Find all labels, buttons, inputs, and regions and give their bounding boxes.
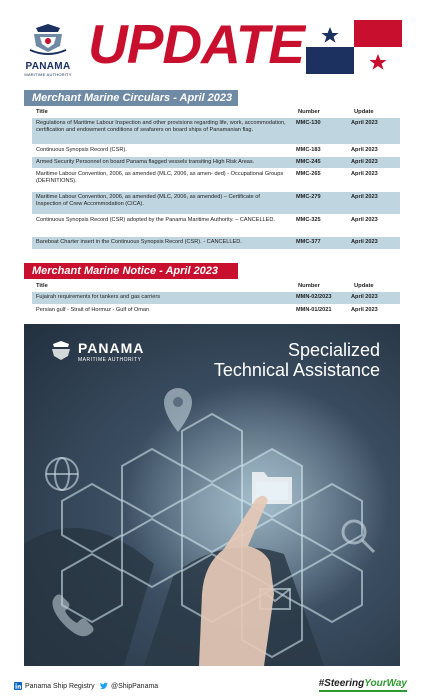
table-header <box>32 281 400 291</box>
row-number: MMC-183 <box>296 147 321 153</box>
row-update: April 2023 <box>351 194 378 200</box>
twitter-icon <box>100 682 108 690</box>
row-update: April 2023 <box>351 294 378 300</box>
table-row <box>32 144 400 156</box>
logo-subtitle: MARITIME AUTHORITY <box>24 72 72 77</box>
hero-logo-subtitle: MARITIME AUTHORITY <box>78 357 142 363</box>
pma-emblem-icon <box>28 22 68 56</box>
table-row <box>32 117 400 144</box>
row-title: Maritime Labour Convention, 2006, as amended (MLC, 2006, as amended) – Certificate of Inspection of Crew Accommodation (CICA). <box>36 194 260 207</box>
row-number: MMC-325 <box>296 217 321 223</box>
table-row <box>32 191 400 214</box>
row-number: MMC-279 <box>296 194 321 200</box>
table-header <box>32 107 400 117</box>
column-title: Title <box>36 109 48 115</box>
row-number: MMC-377 <box>296 239 321 245</box>
row-title: Fujairah requirements for tankers and gas carriers <box>36 294 161 300</box>
row-update: April 2023 <box>351 159 378 165</box>
row-number: MMN-02/2023 <box>296 294 332 300</box>
row-update: April 2023 <box>351 120 378 126</box>
page-title: UPDATE <box>88 13 305 75</box>
table-row <box>32 156 400 168</box>
pma-logo <box>22 22 74 78</box>
row-title: Armed Security Personnel on board Panama flagged vessels transiting High Risk Areas. <box>36 159 255 165</box>
panama-flag-icon <box>306 20 402 74</box>
hashtag-prefix: #Steering <box>318 678 365 689</box>
table-row <box>32 304 400 317</box>
row-title: Continuous Synopsis Record (CSR) adopted by the Panama Maritime Authority. – CANCELLED. <box>36 217 275 223</box>
table-row <box>32 291 400 304</box>
row-title: Bareboat Charter insert in the Continuous Synopsis Record (CSR). - CANCELLED. <box>36 239 242 245</box>
column-title: Title <box>36 283 48 289</box>
hero-logo-name: PANAMA <box>78 340 145 356</box>
row-update: April 2023 <box>351 307 378 313</box>
row-title: Persian gulf - Strait of Hormuz - Gulf of Oman <box>36 307 150 313</box>
row-update: April 2023 <box>351 239 378 245</box>
row-number: MMC-265 <box>296 171 321 177</box>
pma-emblem-icon <box>50 340 72 362</box>
row-number: MMN-01/2021 <box>296 307 332 313</box>
linkedin-icon <box>14 682 22 690</box>
hero-heading-line2: Technical Assistance <box>213 360 380 380</box>
circulars-table <box>32 107 400 249</box>
twitter-link[interactable] <box>100 682 158 690</box>
linkedin-link[interactable] <box>14 682 95 690</box>
hero-heading-line1: Specialized <box>287 340 380 360</box>
column-number: Number <box>298 283 320 289</box>
table-row <box>32 168 400 191</box>
row-update: April 2023 <box>351 171 378 177</box>
notices-heading: Merchant Marine Notice - April 2023 <box>24 263 238 279</box>
table-row <box>32 214 400 236</box>
column-update: Update <box>354 283 374 289</box>
row-title: Regulations of Maritime Labour Inspection and other provisions regarding life, work, accommodation, certification and endowment conditions of seafarers on board ships of Panamanian flag. <box>36 120 286 133</box>
row-number: MMC-245 <box>296 159 321 165</box>
circulars-heading: Merchant Marine Circulars - April 2023 <box>24 90 238 106</box>
hashtag <box>319 678 407 689</box>
hero-banner <box>24 324 400 666</box>
column-number: Number <box>298 109 320 115</box>
logo-name: PANAMA <box>25 61 71 72</box>
hashtag-underline <box>319 690 407 692</box>
row-number: MMC-130 <box>296 120 321 126</box>
header <box>0 0 425 82</box>
hero-heading <box>214 340 380 380</box>
footer <box>0 670 425 700</box>
notices-table <box>32 281 400 317</box>
table-row <box>32 236 400 249</box>
twitter-label: @ShipPanama <box>111 682 159 690</box>
row-update: April 2023 <box>351 147 378 153</box>
row-title: Continuous Synopsis Record (CSR). <box>36 147 127 153</box>
row-update: April 2023 <box>351 217 378 223</box>
row-title: Maritime Labour Convention, 2006, as amended (MLC, 2006, as amen- ded) - Occupational Groups (DEFINITIONS). <box>36 171 284 184</box>
hashtag-accent: YourWay <box>364 678 407 689</box>
linkedin-label: Panama Ship Registry <box>25 682 95 690</box>
column-update: Update <box>354 109 374 115</box>
